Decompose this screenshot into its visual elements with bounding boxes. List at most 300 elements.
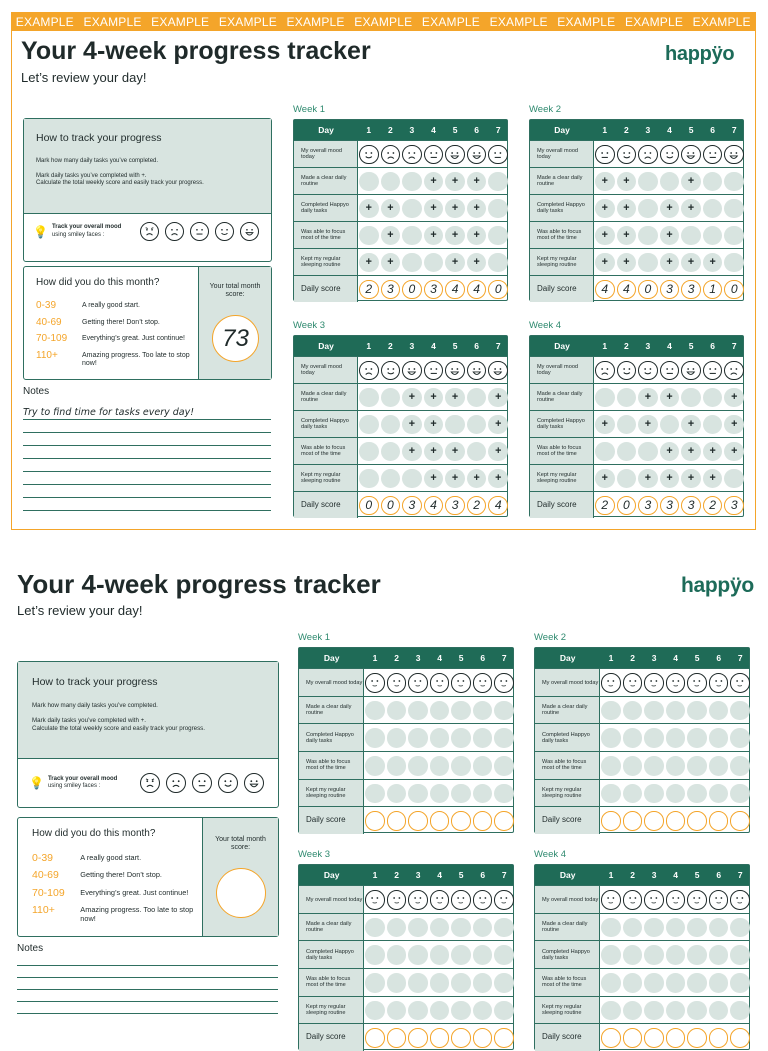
mood-face-icon[interactable] (617, 361, 637, 381)
task-check-cell[interactable] (666, 756, 686, 776)
daily-score-cell[interactable] (623, 811, 643, 831)
task-check-cell[interactable] (601, 784, 621, 804)
task-check-cell[interactable]: + (445, 253, 465, 273)
notes-line[interactable] (17, 1001, 278, 1002)
task-check-cell[interactable] (359, 388, 379, 408)
task-check-cell[interactable] (666, 784, 686, 804)
task-check-cell[interactable]: + (617, 199, 637, 219)
task-check-cell[interactable] (387, 973, 407, 993)
mood-face-icon[interactable] (430, 673, 450, 693)
task-check-cell[interactable] (402, 226, 422, 246)
mood-face-icon[interactable] (381, 361, 401, 381)
task-check-cell[interactable] (365, 918, 385, 938)
task-check-cell[interactable] (681, 226, 701, 246)
task-check-cell[interactable] (601, 701, 621, 721)
daily-score-cell[interactable] (473, 811, 493, 831)
task-check-cell[interactable] (494, 728, 514, 748)
daily-score-cell[interactable]: 4 (595, 280, 615, 300)
task-check-cell[interactable] (687, 728, 707, 748)
task-check-cell[interactable] (687, 945, 707, 965)
mood-face-icon[interactable] (638, 145, 658, 165)
task-check-cell[interactable] (687, 918, 707, 938)
task-check-cell[interactable]: + (703, 253, 723, 273)
task-check-cell[interactable]: + (467, 172, 487, 192)
task-check-cell[interactable] (494, 784, 514, 804)
task-check-cell[interactable] (681, 388, 701, 408)
mood-face-icon[interactable] (408, 673, 428, 693)
daily-score-cell[interactable] (644, 811, 664, 831)
task-check-cell[interactable] (617, 442, 637, 462)
task-check-cell[interactable] (638, 226, 658, 246)
task-check-cell[interactable] (623, 756, 643, 776)
task-check-cell[interactable]: + (467, 226, 487, 246)
task-check-cell[interactable]: + (681, 253, 701, 273)
daily-score-cell[interactable] (623, 1028, 643, 1048)
task-check-cell[interactable] (644, 701, 664, 721)
task-check-cell[interactable] (601, 918, 621, 938)
task-check-cell[interactable] (638, 442, 658, 462)
mood-face-icon[interactable] (451, 673, 471, 693)
task-check-cell[interactable] (730, 784, 750, 804)
task-check-cell[interactable]: + (595, 469, 615, 489)
mood-face-icon[interactable] (381, 145, 401, 165)
task-check-cell[interactable] (488, 253, 508, 273)
task-check-cell[interactable] (467, 442, 487, 462)
mood-face-icon[interactable] (703, 145, 723, 165)
daily-score-cell[interactable]: 3 (424, 280, 444, 300)
daily-score-cell[interactable] (365, 811, 385, 831)
task-check-cell[interactable] (381, 415, 401, 435)
daily-score-cell[interactable]: 3 (638, 496, 658, 516)
mood-face-icon[interactable] (359, 145, 379, 165)
task-check-cell[interactable] (359, 469, 379, 489)
daily-score-cell[interactable]: 0 (724, 280, 744, 300)
daily-score-cell[interactable]: 1 (703, 280, 723, 300)
task-check-cell[interactable] (703, 388, 723, 408)
task-check-cell[interactable] (623, 784, 643, 804)
task-check-cell[interactable]: + (467, 469, 487, 489)
task-check-cell[interactable]: + (681, 199, 701, 219)
task-check-cell[interactable]: + (681, 442, 701, 462)
task-check-cell[interactable] (408, 756, 428, 776)
task-check-cell[interactable] (617, 469, 637, 489)
task-check-cell[interactable] (494, 756, 514, 776)
task-check-cell[interactable] (494, 973, 514, 993)
daily-score-cell[interactable] (709, 1028, 729, 1048)
mood-face-icon[interactable] (595, 145, 615, 165)
mood-face-icon[interactable] (724, 145, 744, 165)
task-check-cell[interactable] (408, 945, 428, 965)
task-check-cell[interactable] (473, 784, 493, 804)
task-check-cell[interactable] (623, 701, 643, 721)
mood-face-icon[interactable] (473, 890, 493, 910)
task-check-cell[interactable] (387, 784, 407, 804)
task-check-cell[interactable] (703, 199, 723, 219)
task-check-cell[interactable] (451, 1001, 471, 1021)
mood-face-icon[interactable] (644, 673, 664, 693)
task-check-cell[interactable] (644, 1001, 664, 1021)
daily-score-cell[interactable] (365, 1028, 385, 1048)
task-check-cell[interactable] (730, 1001, 750, 1021)
task-check-cell[interactable] (473, 701, 493, 721)
task-check-cell[interactable] (473, 756, 493, 776)
task-check-cell[interactable]: + (724, 388, 744, 408)
task-check-cell[interactable]: + (703, 469, 723, 489)
task-check-cell[interactable] (445, 415, 465, 435)
mood-face-icon[interactable] (595, 361, 615, 381)
task-check-cell[interactable]: + (595, 226, 615, 246)
task-check-cell[interactable] (644, 784, 664, 804)
mood-face-icon[interactable] (681, 145, 701, 165)
task-check-cell[interactable] (408, 1001, 428, 1021)
task-check-cell[interactable] (644, 756, 664, 776)
task-check-cell[interactable] (687, 756, 707, 776)
task-check-cell[interactable] (687, 784, 707, 804)
task-check-cell[interactable]: + (660, 388, 680, 408)
notes-line[interactable] (17, 965, 278, 966)
task-check-cell[interactable]: + (402, 442, 422, 462)
task-check-cell[interactable] (430, 918, 450, 938)
daily-score-cell[interactable] (709, 811, 729, 831)
task-check-cell[interactable] (381, 469, 401, 489)
daily-score-cell[interactable]: 3 (402, 496, 422, 516)
task-check-cell[interactable] (709, 973, 729, 993)
task-check-cell[interactable] (359, 415, 379, 435)
task-check-cell[interactable]: + (681, 415, 701, 435)
daily-score-cell[interactable]: 0 (617, 496, 637, 516)
task-check-cell[interactable] (730, 973, 750, 993)
task-check-cell[interactable]: + (724, 442, 744, 462)
daily-score-cell[interactable]: 4 (424, 496, 444, 516)
mood-face-icon[interactable] (709, 890, 729, 910)
task-check-cell[interactable] (402, 253, 422, 273)
task-check-cell[interactable] (424, 253, 444, 273)
mood-face-icon[interactable] (681, 361, 701, 381)
daily-score-cell[interactable] (408, 811, 428, 831)
mood-face-icon[interactable] (644, 890, 664, 910)
mood-face-icon[interactable] (445, 361, 465, 381)
task-check-cell[interactable] (365, 945, 385, 965)
task-check-cell[interactable]: + (381, 226, 401, 246)
task-check-cell[interactable] (601, 945, 621, 965)
daily-score-cell[interactable]: 0 (402, 280, 422, 300)
task-check-cell[interactable] (644, 973, 664, 993)
mood-face-icon[interactable] (730, 890, 750, 910)
task-check-cell[interactable] (703, 226, 723, 246)
task-check-cell[interactable] (595, 388, 615, 408)
task-check-cell[interactable] (666, 1001, 686, 1021)
daily-score-cell[interactable]: 4 (488, 496, 508, 516)
task-check-cell[interactable] (644, 945, 664, 965)
task-check-cell[interactable]: + (424, 226, 444, 246)
task-check-cell[interactable] (709, 756, 729, 776)
task-check-cell[interactable]: + (638, 469, 658, 489)
mood-face-icon[interactable] (365, 890, 385, 910)
task-check-cell[interactable] (381, 442, 401, 462)
task-check-cell[interactable] (387, 701, 407, 721)
task-check-cell[interactable] (408, 973, 428, 993)
task-check-cell[interactable]: + (638, 388, 658, 408)
task-check-cell[interactable]: + (660, 226, 680, 246)
daily-score-cell[interactable] (687, 1028, 707, 1048)
mood-face-icon[interactable] (703, 361, 723, 381)
task-check-cell[interactable] (488, 226, 508, 246)
task-check-cell[interactable] (623, 1001, 643, 1021)
task-check-cell[interactable] (473, 728, 493, 748)
task-check-cell[interactable] (623, 945, 643, 965)
task-check-cell[interactable] (387, 1001, 407, 1021)
task-check-cell[interactable] (451, 728, 471, 748)
task-check-cell[interactable] (359, 172, 379, 192)
task-check-cell[interactable]: + (681, 172, 701, 192)
mood-face-icon[interactable] (365, 673, 385, 693)
task-check-cell[interactable] (473, 918, 493, 938)
daily-score-cell[interactable]: 0 (359, 496, 379, 516)
task-check-cell[interactable]: + (617, 253, 637, 273)
task-check-cell[interactable] (617, 388, 637, 408)
task-check-cell[interactable] (365, 973, 385, 993)
task-check-cell[interactable] (709, 918, 729, 938)
task-check-cell[interactable] (359, 226, 379, 246)
task-check-cell[interactable] (451, 756, 471, 776)
task-check-cell[interactable]: + (402, 388, 422, 408)
daily-score-cell[interactable]: 3 (724, 496, 744, 516)
mood-face-icon[interactable] (467, 361, 487, 381)
task-check-cell[interactable] (430, 973, 450, 993)
task-check-cell[interactable] (473, 1001, 493, 1021)
task-check-cell[interactable] (601, 1001, 621, 1021)
mood-face-icon[interactable] (709, 673, 729, 693)
task-check-cell[interactable]: + (488, 388, 508, 408)
task-check-cell[interactable]: + (381, 253, 401, 273)
total-score-circle[interactable] (216, 868, 266, 918)
daily-score-cell[interactable] (451, 1028, 471, 1048)
daily-score-cell[interactable]: 3 (660, 280, 680, 300)
task-check-cell[interactable] (402, 172, 422, 192)
task-check-cell[interactable] (451, 918, 471, 938)
task-check-cell[interactable] (660, 172, 680, 192)
task-check-cell[interactable] (365, 701, 385, 721)
task-check-cell[interactable] (451, 973, 471, 993)
task-check-cell[interactable] (408, 918, 428, 938)
task-check-cell[interactable] (387, 728, 407, 748)
task-check-cell[interactable] (730, 728, 750, 748)
mood-face-icon[interactable] (623, 673, 643, 693)
task-check-cell[interactable]: + (381, 199, 401, 219)
task-check-cell[interactable] (365, 784, 385, 804)
mood-face-icon[interactable] (660, 361, 680, 381)
mood-face-icon[interactable] (494, 673, 514, 693)
task-check-cell[interactable]: + (595, 199, 615, 219)
notes-line[interactable] (17, 1013, 278, 1014)
task-check-cell[interactable]: + (467, 253, 487, 273)
mood-face-icon[interactable] (617, 145, 637, 165)
task-check-cell[interactable] (666, 728, 686, 748)
task-check-cell[interactable]: + (488, 469, 508, 489)
task-check-cell[interactable] (387, 756, 407, 776)
task-check-cell[interactable] (473, 973, 493, 993)
task-check-cell[interactable]: + (467, 199, 487, 219)
task-check-cell[interactable] (365, 756, 385, 776)
task-check-cell[interactable] (660, 415, 680, 435)
mood-face-icon[interactable] (660, 145, 680, 165)
daily-score-cell[interactable]: 3 (681, 496, 701, 516)
task-check-cell[interactable]: + (595, 172, 615, 192)
daily-score-cell[interactable]: 4 (617, 280, 637, 300)
task-check-cell[interactable]: + (359, 199, 379, 219)
mood-face-icon[interactable] (601, 890, 621, 910)
daily-score-cell[interactable]: 3 (445, 496, 465, 516)
task-check-cell[interactable] (402, 199, 422, 219)
task-check-cell[interactable]: + (660, 199, 680, 219)
task-check-cell[interactable] (451, 701, 471, 721)
notes-line[interactable] (17, 977, 278, 978)
task-check-cell[interactable] (687, 973, 707, 993)
task-check-cell[interactable] (430, 945, 450, 965)
task-check-cell[interactable]: + (445, 469, 465, 489)
mood-face-icon[interactable] (408, 890, 428, 910)
task-check-cell[interactable] (687, 701, 707, 721)
task-check-cell[interactable] (638, 199, 658, 219)
daily-score-cell[interactable]: 4 (445, 280, 465, 300)
task-check-cell[interactable] (724, 469, 744, 489)
task-check-cell[interactable]: + (724, 415, 744, 435)
task-check-cell[interactable] (730, 945, 750, 965)
task-check-cell[interactable]: + (488, 442, 508, 462)
task-check-cell[interactable] (666, 945, 686, 965)
task-check-cell[interactable]: + (617, 226, 637, 246)
mood-face-icon[interactable] (402, 361, 422, 381)
daily-score-cell[interactable]: 0 (381, 496, 401, 516)
mood-face-icon[interactable] (488, 361, 508, 381)
mood-face-icon[interactable] (666, 673, 686, 693)
mood-face-icon[interactable] (467, 145, 487, 165)
task-check-cell[interactable]: + (424, 199, 444, 219)
task-check-cell[interactable]: + (445, 226, 465, 246)
daily-score-cell[interactable] (408, 1028, 428, 1048)
daily-score-cell[interactable] (687, 811, 707, 831)
mood-face-icon[interactable] (730, 673, 750, 693)
task-check-cell[interactable] (703, 172, 723, 192)
task-check-cell[interactable] (724, 199, 744, 219)
task-check-cell[interactable]: + (617, 172, 637, 192)
mood-face-icon[interactable] (638, 361, 658, 381)
daily-score-cell[interactable] (387, 1028, 407, 1048)
task-check-cell[interactable]: + (660, 442, 680, 462)
task-check-cell[interactable] (623, 973, 643, 993)
daily-score-cell[interactable] (430, 811, 450, 831)
daily-score-cell[interactable] (730, 811, 750, 831)
task-check-cell[interactable] (638, 172, 658, 192)
mood-face-icon[interactable] (623, 890, 643, 910)
daily-score-cell[interactable]: 3 (660, 496, 680, 516)
task-check-cell[interactable] (644, 918, 664, 938)
mood-face-icon[interactable] (687, 673, 707, 693)
task-check-cell[interactable] (359, 442, 379, 462)
task-check-cell[interactable] (494, 918, 514, 938)
mood-face-icon[interactable] (424, 145, 444, 165)
task-check-cell[interactable] (724, 172, 744, 192)
daily-score-cell[interactable]: 2 (595, 496, 615, 516)
task-check-cell[interactable] (709, 1001, 729, 1021)
daily-score-cell[interactable] (644, 1028, 664, 1048)
task-check-cell[interactable] (430, 784, 450, 804)
task-check-cell[interactable] (666, 918, 686, 938)
task-check-cell[interactable] (601, 756, 621, 776)
task-check-cell[interactable] (467, 388, 487, 408)
task-check-cell[interactable]: + (660, 469, 680, 489)
task-check-cell[interactable] (430, 1001, 450, 1021)
task-check-cell[interactable]: + (424, 172, 444, 192)
task-check-cell[interactable] (617, 415, 637, 435)
daily-score-cell[interactable] (601, 1028, 621, 1048)
task-check-cell[interactable] (494, 945, 514, 965)
task-check-cell[interactable] (666, 973, 686, 993)
task-check-cell[interactable] (451, 784, 471, 804)
task-check-cell[interactable]: + (703, 442, 723, 462)
daily-score-cell[interactable]: 2 (359, 280, 379, 300)
task-check-cell[interactable]: + (681, 469, 701, 489)
mood-face-icon[interactable] (424, 361, 444, 381)
daily-score-cell[interactable] (666, 1028, 686, 1048)
notes-line[interactable] (17, 989, 278, 990)
task-check-cell[interactable] (638, 253, 658, 273)
task-check-cell[interactable] (724, 226, 744, 246)
daily-score-cell[interactable]: 0 (638, 280, 658, 300)
task-check-cell[interactable] (430, 701, 450, 721)
task-check-cell[interactable] (703, 415, 723, 435)
task-check-cell[interactable] (430, 756, 450, 776)
mood-face-icon[interactable] (387, 673, 407, 693)
mood-face-icon[interactable] (473, 673, 493, 693)
task-check-cell[interactable] (430, 728, 450, 748)
task-check-cell[interactable] (408, 701, 428, 721)
daily-score-cell[interactable] (387, 811, 407, 831)
task-check-cell[interactable]: + (424, 415, 444, 435)
task-check-cell[interactable] (494, 1001, 514, 1021)
task-check-cell[interactable] (365, 728, 385, 748)
task-check-cell[interactable]: + (402, 415, 422, 435)
daily-score-cell[interactable] (451, 811, 471, 831)
daily-score-cell[interactable] (473, 1028, 493, 1048)
mood-face-icon[interactable] (451, 890, 471, 910)
task-check-cell[interactable] (488, 199, 508, 219)
task-check-cell[interactable] (595, 442, 615, 462)
daily-score-cell[interactable]: 2 (467, 496, 487, 516)
mood-face-icon[interactable] (601, 673, 621, 693)
task-check-cell[interactable] (387, 918, 407, 938)
task-check-cell[interactable] (709, 945, 729, 965)
task-check-cell[interactable]: + (638, 415, 658, 435)
task-check-cell[interactable] (709, 784, 729, 804)
task-check-cell[interactable]: + (595, 253, 615, 273)
task-check-cell[interactable] (402, 469, 422, 489)
task-check-cell[interactable] (488, 172, 508, 192)
task-check-cell[interactable] (623, 728, 643, 748)
task-check-cell[interactable] (387, 945, 407, 965)
daily-score-cell[interactable]: 3 (681, 280, 701, 300)
task-check-cell[interactable] (623, 918, 643, 938)
daily-score-cell[interactable]: 2 (703, 496, 723, 516)
mood-face-icon[interactable] (402, 145, 422, 165)
task-check-cell[interactable]: + (445, 199, 465, 219)
task-check-cell[interactable]: + (445, 442, 465, 462)
daily-score-cell[interactable] (494, 811, 514, 831)
daily-score-cell[interactable] (601, 811, 621, 831)
task-check-cell[interactable] (365, 1001, 385, 1021)
task-check-cell[interactable] (473, 945, 493, 965)
task-check-cell[interactable] (730, 701, 750, 721)
